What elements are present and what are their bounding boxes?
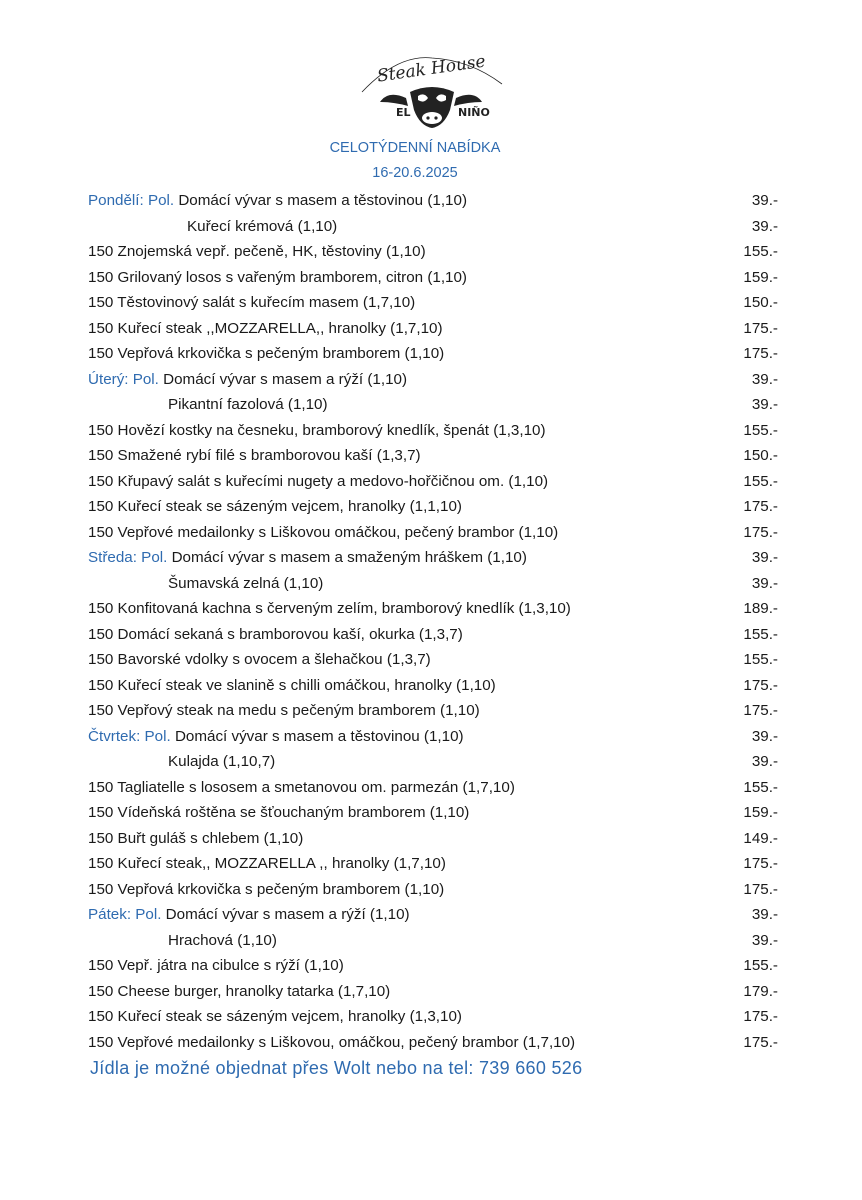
- dish-name: 150 Vídeňská roštěna se šťouchaným bramborem (1,10): [88, 804, 470, 822]
- logo-el-text: EL: [396, 106, 411, 119]
- dish-name: 150 Smažené rybí filé s bramborovou kaší (1,3,7): [88, 447, 421, 465]
- menu-row: [88, 596, 778, 622]
- dish-name: 150 Domácí sekaná s bramborovou kaší, okurka (1,3,7): [88, 625, 463, 643]
- dish-name: 150 Grilovaný losos s vařeným bramborem, citron (1,10): [88, 268, 467, 286]
- day-label: Středa: Pol.: [88, 549, 172, 567]
- dish-price: 39.-: [751, 727, 778, 745]
- menu-item-text: [88, 192, 718, 209]
- dish-price: 175.-: [743, 676, 778, 694]
- dish-name: 150 Znojemská vepř. pečeně, HK, těstoviny (1,10): [88, 243, 426, 261]
- dish-price: 175.-: [743, 498, 778, 516]
- menu-row: [88, 902, 778, 928]
- dish-price: 175.-: [743, 1008, 778, 1026]
- menu-item-text: [88, 269, 718, 286]
- menu-item-text: [88, 855, 718, 872]
- dish-name: 150 Vepřový steak na medu s pečeným bramborem (1,10): [88, 702, 480, 720]
- menu-item-text: [88, 626, 718, 643]
- menu-row: [88, 290, 778, 316]
- menu-row: [88, 851, 778, 877]
- menu-row: [88, 469, 778, 495]
- day-label: Pátek: Pol.: [88, 906, 166, 924]
- menu-item-text: [88, 396, 718, 413]
- dish-name: 150 Buřt guláš s chlebem (1,10): [88, 829, 304, 847]
- dish-price: 155.-: [743, 957, 778, 975]
- menu-row: [88, 418, 778, 444]
- menu-item-text: [88, 218, 718, 235]
- menu-row: [88, 826, 778, 852]
- dish-name: 150 Kuřecí steak se sázeným vejcem, hranolky (1,1,10): [88, 498, 462, 516]
- menu-item-text: [88, 575, 718, 592]
- dish-name: Kuřecí krémová (1,10): [187, 217, 338, 235]
- menu-item-text: [88, 1034, 718, 1051]
- menu-row: [88, 239, 778, 265]
- menu-row: [88, 316, 778, 342]
- dish-name: 150 Kuřecí steak ve slanině s chilli omáčkou, hranolky (1,10): [88, 676, 496, 694]
- menu-row: [88, 214, 778, 240]
- dish-price: 155.-: [743, 243, 778, 261]
- dish-name: Domácí vývar s masem a těstovinou (1,10): [174, 727, 464, 745]
- menu-row: [88, 188, 778, 214]
- menu-row: [88, 1030, 778, 1056]
- dish-name: 150 Konfitovaná kachna s červeným zelím, bramborový knedlík (1,3,10): [88, 600, 571, 618]
- dish-price: 175.-: [743, 523, 778, 541]
- dish-name: 150 Vepřové medailonky s Liškovou omáčkou, pečený brambor (1,10): [88, 523, 559, 541]
- menu-row: [88, 775, 778, 801]
- menu-row: [88, 928, 778, 954]
- dish-name: Hrachová (1,10): [168, 931, 277, 949]
- menu-row: [88, 877, 778, 903]
- menu-row: [88, 724, 778, 750]
- day-label: Úterý: Pol.: [88, 370, 164, 388]
- menu-row: [88, 341, 778, 367]
- dish-price: 189.-: [743, 600, 778, 618]
- dish-price: 155.-: [743, 472, 778, 490]
- dish-price: 159.-: [743, 804, 778, 822]
- menu-item-text: [88, 651, 718, 668]
- dish-price: 155.-: [743, 421, 778, 439]
- menu-item-text: [88, 473, 718, 490]
- menu-item-text: [88, 779, 718, 796]
- menu-item-text: [88, 830, 718, 847]
- dish-price: 179.-: [743, 982, 778, 1000]
- menu-date: 16-20.6.2025: [372, 165, 458, 181]
- dish-price: 39.-: [751, 753, 778, 771]
- dish-name: 150 Vepřová krkovička s pečeným bramborem (1,10): [88, 880, 445, 898]
- order-info-footer: Jídla je možné objednat přes Wolt nebo na tel: 739 660 526: [90, 1058, 583, 1078]
- menu-item-text: [88, 294, 718, 311]
- menu-row: [88, 622, 778, 648]
- dish-name: 150 Křupavý salát s kuřecími nugety a medovo-hořčičnou om. (1,10): [88, 472, 549, 490]
- menu-item-text: [88, 804, 718, 821]
- menu-item-text: [88, 728, 718, 745]
- menu-row: [88, 749, 778, 775]
- dish-price: 175.-: [743, 702, 778, 720]
- menu-row: [88, 647, 778, 673]
- menu-item-text: [88, 345, 718, 362]
- menu-row: [88, 545, 778, 571]
- menu-row: [88, 367, 778, 393]
- dish-price: 175.-: [743, 880, 778, 898]
- dish-name: 150 Bavorské vdolky s ovocem a šlehačkou (1,3,7): [88, 651, 431, 669]
- dish-price: 39.-: [751, 396, 778, 414]
- menu-item-text: [88, 906, 718, 923]
- menu-item-text: [88, 371, 718, 388]
- menu-item-text: [88, 983, 718, 1000]
- dish-price: 175.-: [743, 319, 778, 337]
- dish-name: Kulajda (1,10,7): [168, 753, 276, 771]
- menu-item-text: [88, 1008, 718, 1025]
- dish-name: 150 Hovězí kostky na česneku, bramborový knedlík, špenát (1,3,10): [88, 421, 546, 439]
- menu-row: [88, 520, 778, 546]
- dish-price: 39.-: [751, 192, 778, 210]
- menu-row: [88, 698, 778, 724]
- menu-item-text: [88, 549, 718, 566]
- dish-price: 149.-: [743, 829, 778, 847]
- menu-row: [88, 494, 778, 520]
- menu-item-text: [88, 600, 718, 617]
- menu-item-text: [88, 320, 718, 337]
- dish-price: 150.-: [743, 294, 778, 312]
- dish-name: Domácí vývar s masem a rýží (1,10): [165, 906, 410, 924]
- day-label: Pondělí: Pol.: [88, 192, 179, 210]
- logo-nino-text: NIÑO: [458, 106, 490, 119]
- dish-name: Domácí vývar s masem a rýží (1,10): [163, 370, 408, 388]
- dish-price: 39.-: [751, 906, 778, 924]
- dish-price: 175.-: [743, 855, 778, 873]
- steak-house-logo: [358, 52, 506, 132]
- dish-name: Domácí vývar s masem a těstovinou (1,10): [178, 192, 468, 210]
- menu-row: [88, 392, 778, 418]
- menu-row: [88, 800, 778, 826]
- dish-name: Pikantní fazolová (1,10): [168, 396, 328, 414]
- menu-row: [88, 1004, 778, 1030]
- menu-title: CELOTÝDENNÍ NABÍDKA: [329, 140, 501, 156]
- bull-head-icon: [358, 52, 506, 132]
- dish-price: 155.-: [743, 651, 778, 669]
- dish-name: 150 Vepř. játra na cibulce s rýží (1,10): [88, 957, 344, 975]
- dish-name: 150 Kuřecí steak se sázeným vejcem, hranolky (1,3,10): [88, 1008, 462, 1026]
- weekly-menu-list: [88, 188, 778, 1055]
- dish-name: Domácí vývar s masem a smaženým hráškem (1,10): [171, 549, 527, 567]
- menu-item-text: [88, 422, 718, 439]
- dish-price: 39.-: [751, 931, 778, 949]
- menu-item-text: [88, 243, 718, 260]
- menu-row: [88, 443, 778, 469]
- dish-price: 175.-: [743, 1033, 778, 1051]
- dish-name: 150 Tagliatelle s lososem a smetanovou om. parmezán (1,7,10): [88, 778, 515, 796]
- dish-name: 150 Vepřová krkovička s pečeným bramborem (1,10): [88, 345, 445, 363]
- dish-name: Šumavská zelná (1,10): [168, 574, 324, 592]
- dish-price: 175.-: [743, 345, 778, 363]
- dish-name: 150 Těstovinový salát s kuřecím masem (1,7,10): [88, 294, 416, 312]
- svg-text:Steak House: Steak House: [375, 52, 487, 87]
- menu-item-text: [88, 677, 718, 694]
- menu-row: [88, 979, 778, 1005]
- dish-name: 150 Kuřecí steak,, MOZZARELLA ,, hranolky (1,7,10): [88, 855, 446, 873]
- menu-item-text: [88, 881, 718, 898]
- dish-price: 155.-: [743, 778, 778, 796]
- menu-row: [88, 571, 778, 597]
- dish-price: 39.-: [751, 574, 778, 592]
- menu-row: [88, 265, 778, 291]
- dish-price: 150.-: [743, 447, 778, 465]
- dish-price: 39.-: [751, 549, 778, 567]
- menu-row: [88, 673, 778, 699]
- menu-row: [88, 953, 778, 979]
- dish-price: 155.-: [743, 625, 778, 643]
- menu-item-text: [88, 932, 718, 949]
- menu-item-text: [88, 957, 718, 974]
- menu-item-text: [88, 498, 718, 515]
- dish-price: 159.-: [743, 268, 778, 286]
- menu-item-text: [88, 702, 718, 719]
- menu-item-text: [88, 753, 718, 770]
- dish-name: 150 Vepřové medailonky s Liškovou, omáčkou, pečený brambor (1,7,10): [88, 1033, 576, 1051]
- menu-item-text: [88, 524, 718, 541]
- day-label: Čtvrtek: Pol.: [88, 727, 175, 745]
- dish-name: 150 Kuřecí steak ,,MOZZARELLA,, hranolky (1,7,10): [88, 319, 443, 337]
- dish-name: 150 Cheese burger, hranolky tatarka (1,7,10): [88, 982, 391, 1000]
- menu-item-text: [88, 447, 718, 464]
- dish-price: 39.-: [751, 370, 778, 388]
- dish-price: 39.-: [751, 217, 778, 235]
